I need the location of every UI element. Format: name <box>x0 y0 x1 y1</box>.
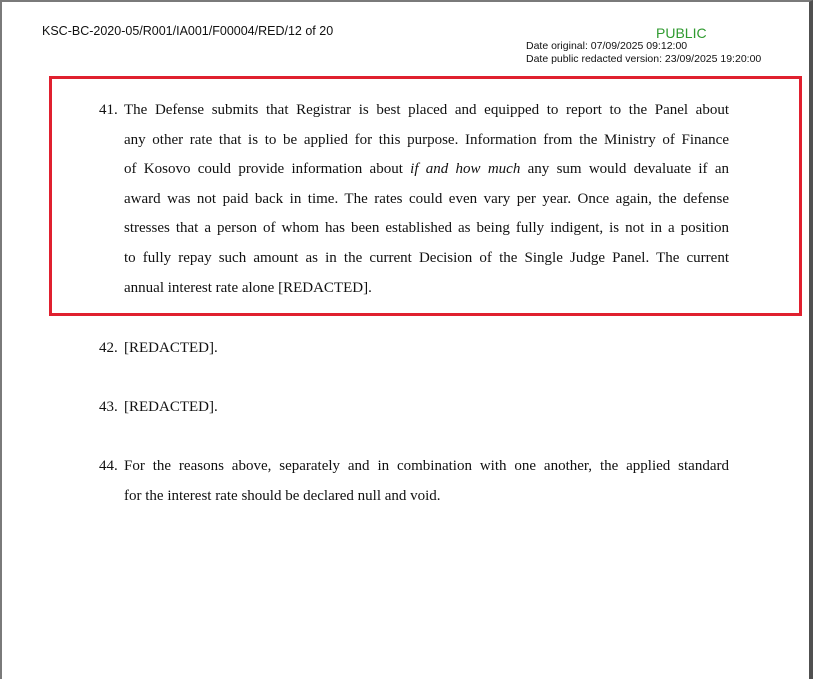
paragraph-number: 43. <box>99 399 118 415</box>
paragraph-text <box>124 334 729 364</box>
text-line: to fully repay such amount as in the current Decision of the Single Judge Panel. The current <box>124 249 729 266</box>
text-line: any other rate that is to be applied for this purpose. Information from the Ministry of Finance <box>124 131 729 148</box>
paragraph-text <box>124 393 729 423</box>
text-line: For the reasons above, separately and in combination with one another, the applied standard <box>124 458 729 474</box>
text-line <box>124 155 729 185</box>
text-line: [REDACTED]. <box>124 340 218 356</box>
emphasis-text: if and how much <box>410 161 521 178</box>
date-original: Date original: 07/09/2025 09:12:00 <box>526 40 688 52</box>
text-line: for the interest rate should be declared null and void. <box>124 487 441 504</box>
text-segment: any sum would devaluate if an <box>520 161 729 178</box>
paragraph-41 <box>99 96 729 303</box>
date-public-redacted: Date public redacted version: 23/09/2025 19:20:00 <box>526 53 762 65</box>
document-dates <box>526 40 761 66</box>
text-line: annual interest rate alone [REDACTED]. <box>124 279 372 296</box>
text-line: stresses that a person of whom has been established as being fully indigent, is not in a position <box>124 220 729 237</box>
classification-label: PUBLIC <box>656 25 707 41</box>
paragraph-42 <box>99 334 729 364</box>
paragraph-text <box>124 452 729 511</box>
text-line: [REDACTED]. <box>124 399 218 415</box>
text-segment: of Kosovo could provide information about <box>124 161 411 178</box>
text-line: The Defense submits that Registrar is best placed and equipped to report to the Panel about <box>124 102 729 118</box>
paragraph-text <box>124 96 729 303</box>
document-reference: KSC-BC-2020-05/R001/IA001/F00004/RED/12 of 20 <box>42 24 334 38</box>
paragraph-number: 42. <box>99 340 118 356</box>
paragraph-number: 41. <box>99 102 118 118</box>
paragraph-44 <box>99 452 729 511</box>
paragraph-43 <box>99 393 729 423</box>
paragraph-number: 44. <box>99 458 118 474</box>
text-line: award was not paid back in time. The rates could even vary per year. Once again, the defense <box>124 190 729 207</box>
